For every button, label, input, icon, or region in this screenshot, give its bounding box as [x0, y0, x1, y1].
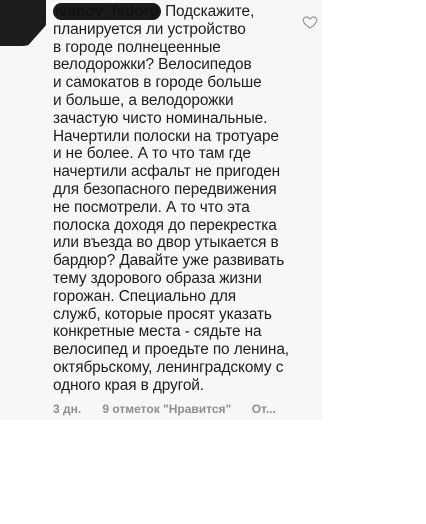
- comment-time: 3 дн.: [53, 402, 82, 416]
- avatar[interactable]: [0, 0, 46, 46]
- comment-line: бардюр? Давайте уже развивать: [53, 252, 285, 270]
- comment-line: горожан. Специально для: [53, 287, 236, 305]
- comment-body: [53, 3, 298, 395]
- username[interactable]: ivanov_fedorg: [55, 3, 159, 20]
- heart-icon[interactable]: [302, 14, 318, 30]
- comment-line: одного края в другой.: [53, 376, 204, 394]
- comment-line: начертили асфальт не пригоден: [53, 163, 281, 181]
- comment-line: полоска доходя до перекрестка: [53, 216, 277, 234]
- comment-meta: [53, 402, 276, 416]
- comment-line: или въезда во двор утыкается в: [53, 234, 279, 252]
- comment-line: Начертили полоски на тротуаре: [53, 127, 279, 145]
- comment-line: тему здорового образа жизни: [53, 269, 262, 287]
- comment-line: планируется ли устройство: [53, 20, 246, 38]
- likes-count-button[interactable]: 9 отметок "Нравится": [102, 402, 232, 416]
- comment-line: служб, которые просят указать: [53, 305, 272, 323]
- comment-line: велодорожки? Велосипедов: [53, 56, 252, 74]
- reply-button[interactable]: От...: [251, 402, 276, 416]
- comment-line: и больше, а велодорожки: [53, 91, 234, 109]
- comment-line: конкретные места - сядьте на: [53, 323, 262, 341]
- comment-first-line: [53, 3, 298, 21]
- comment-line: и самокатов в городе больше: [53, 74, 262, 92]
- comment-line: велосипед и проедьте по ленина,: [53, 341, 289, 359]
- comment-lines: [53, 21, 298, 395]
- comment-line: не посмотрели. А то что эта: [53, 198, 250, 216]
- comment-line: октябрьскому, ленинградскому с: [53, 358, 284, 376]
- comment-text-start: Подскажите,: [165, 3, 255, 20]
- comment-line: и не более. А то что там где: [53, 145, 251, 163]
- comment-line: для безопасного передвижения: [53, 180, 277, 198]
- comment-line: в городе полнецеенные: [53, 38, 221, 56]
- comment-line: зачастую чисто номинальные.: [53, 109, 268, 127]
